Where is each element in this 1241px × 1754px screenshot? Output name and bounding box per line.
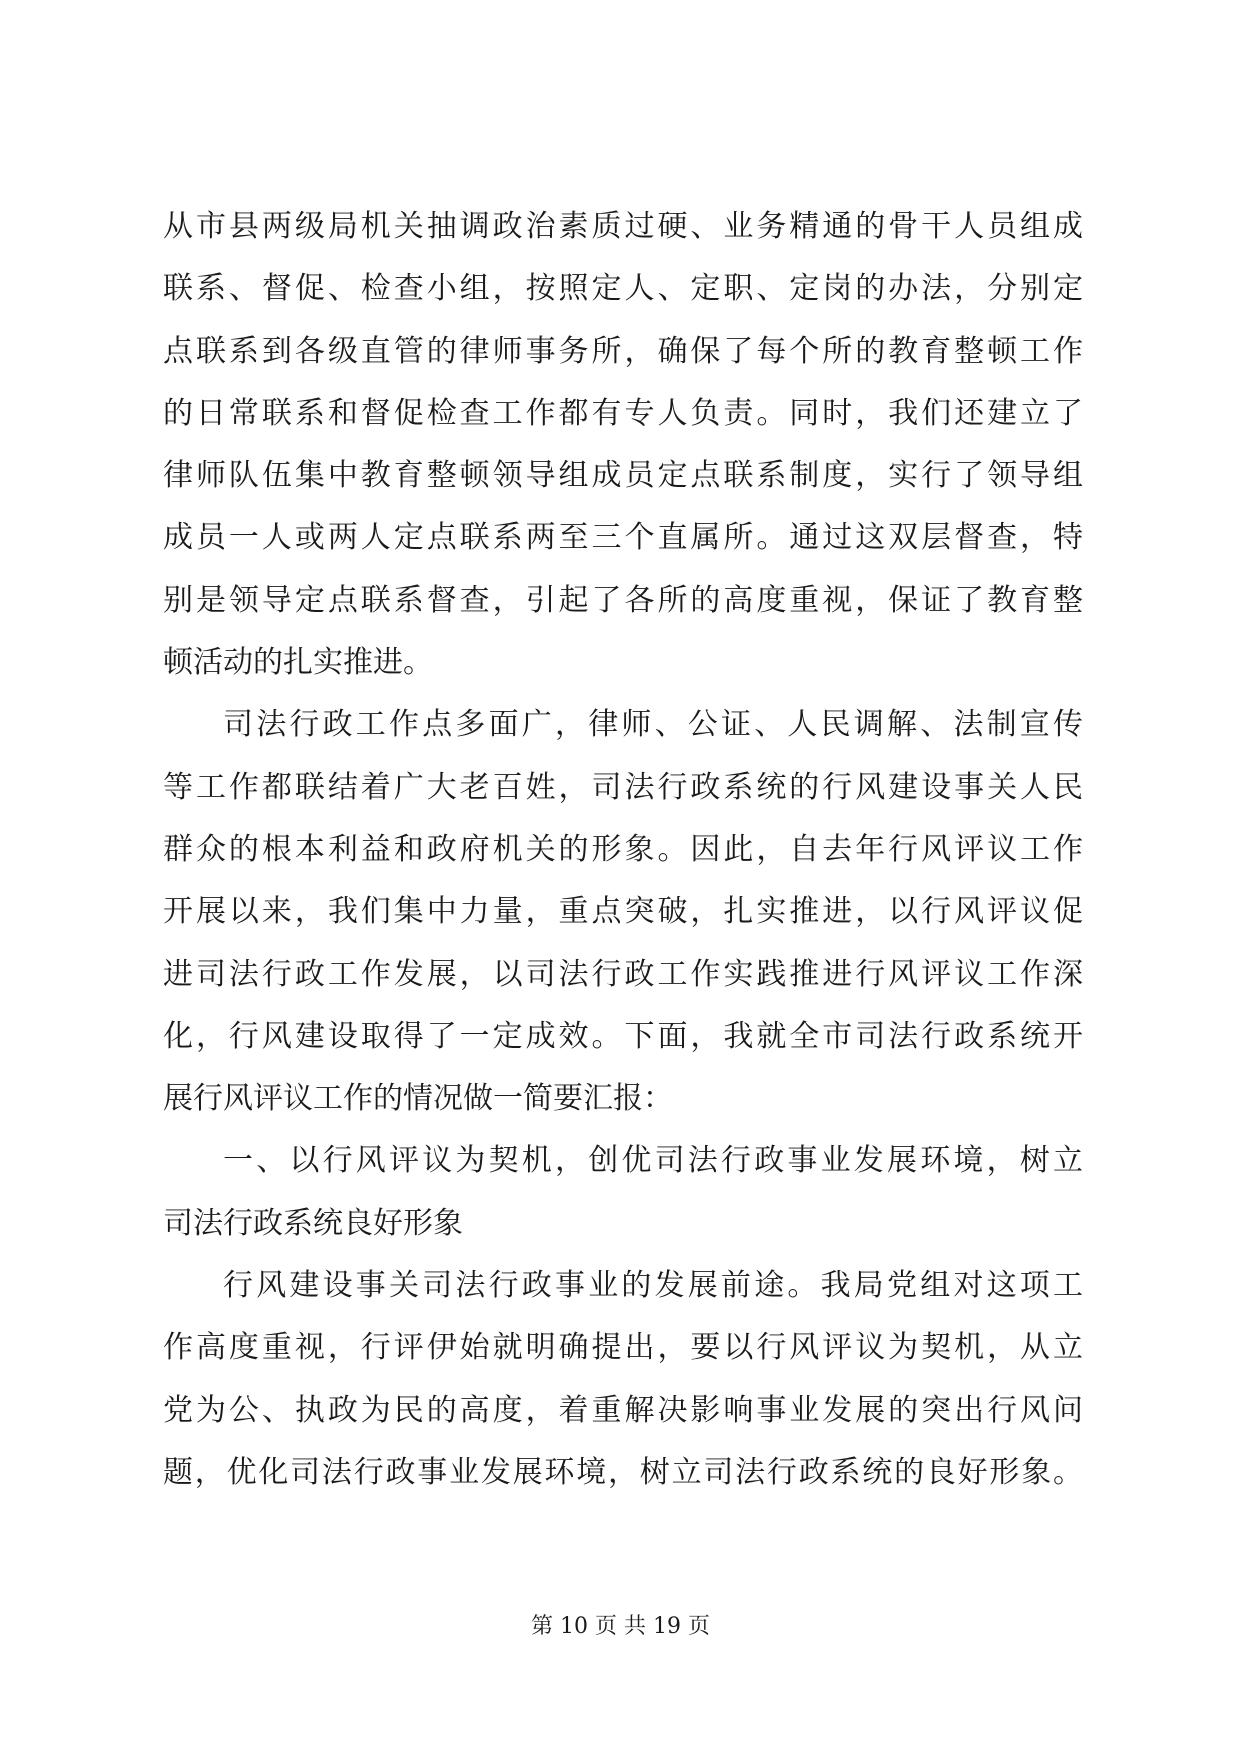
text-line: 司法行政工作点多面广，律师、公证、人民调解、法制宣传	[223, 707, 1083, 743]
text-line: 联系、督促、检查小组，按照定人、定职、定岗的办法，分别定	[163, 271, 1083, 307]
text-line: 展行风评议工作的情况做一简要汇报：	[163, 1081, 673, 1117]
text-line: 别是领导定点联系督查，引起了各所的高度重视，保证了教育整	[163, 582, 1083, 618]
text-line: 成员一人或两人定点联系两至三个直属所。通过这双层督查，特	[163, 520, 1083, 556]
text-line: 化，行风建设取得了一定成效。下面，我就全市司法行政系统开	[163, 1018, 1083, 1054]
page-number-footer: 第 10 页 共 19 页	[531, 1614, 710, 1639]
text-line: 开展以来，我们集中力量，重点突破，扎实推进，以行风评议促	[163, 894, 1083, 930]
text-line: 一、以行风评议为契机，创优司法行政事业发展环境，树立	[223, 1143, 1083, 1179]
text-line: 行风建设事关司法行政事业的发展前途。我局党组对这项工	[223, 1268, 1083, 1304]
document-body	[163, 196, 1083, 1504]
text-line: 的日常联系和督促检查工作都有专人负责。同时，我们还建立了	[163, 395, 1083, 431]
text-line: 从市县两级局机关抽调政治素质过硬、业务精通的骨干人员组成	[163, 209, 1083, 244]
text-line: 律师队伍集中教育整顿领导组成员定点联系制度，实行了领导组	[163, 458, 1083, 494]
text-line: 进司法行政工作发展，以司法行政工作实践推进行风评议工作深	[163, 956, 1083, 992]
text-line: 点联系到各级直管的律师事务所，确保了每个所的教育整顿工作	[163, 333, 1083, 369]
text-line: 党为公、执政为民的高度，着重解决影响事业发展的突出行风问	[163, 1392, 1083, 1428]
text-line: 作高度重视，行评伊始就明确提出，要以行风评议为契机，从立	[163, 1330, 1083, 1366]
text-line: 题，优化司法行政事业发展环境，树立司法行政系统的良好形象。	[163, 1454, 1083, 1490]
text-line: 司法行政系统良好形象	[163, 1205, 463, 1241]
text-line: 群众的根本利益和政府机关的形象。因此，自去年行风评议工作	[163, 831, 1083, 867]
text-line: 等工作都联结着广大老百姓，司法行政系统的行风建设事关人民	[163, 769, 1083, 805]
text-line: 顿活动的扎实推进。	[163, 645, 433, 681]
